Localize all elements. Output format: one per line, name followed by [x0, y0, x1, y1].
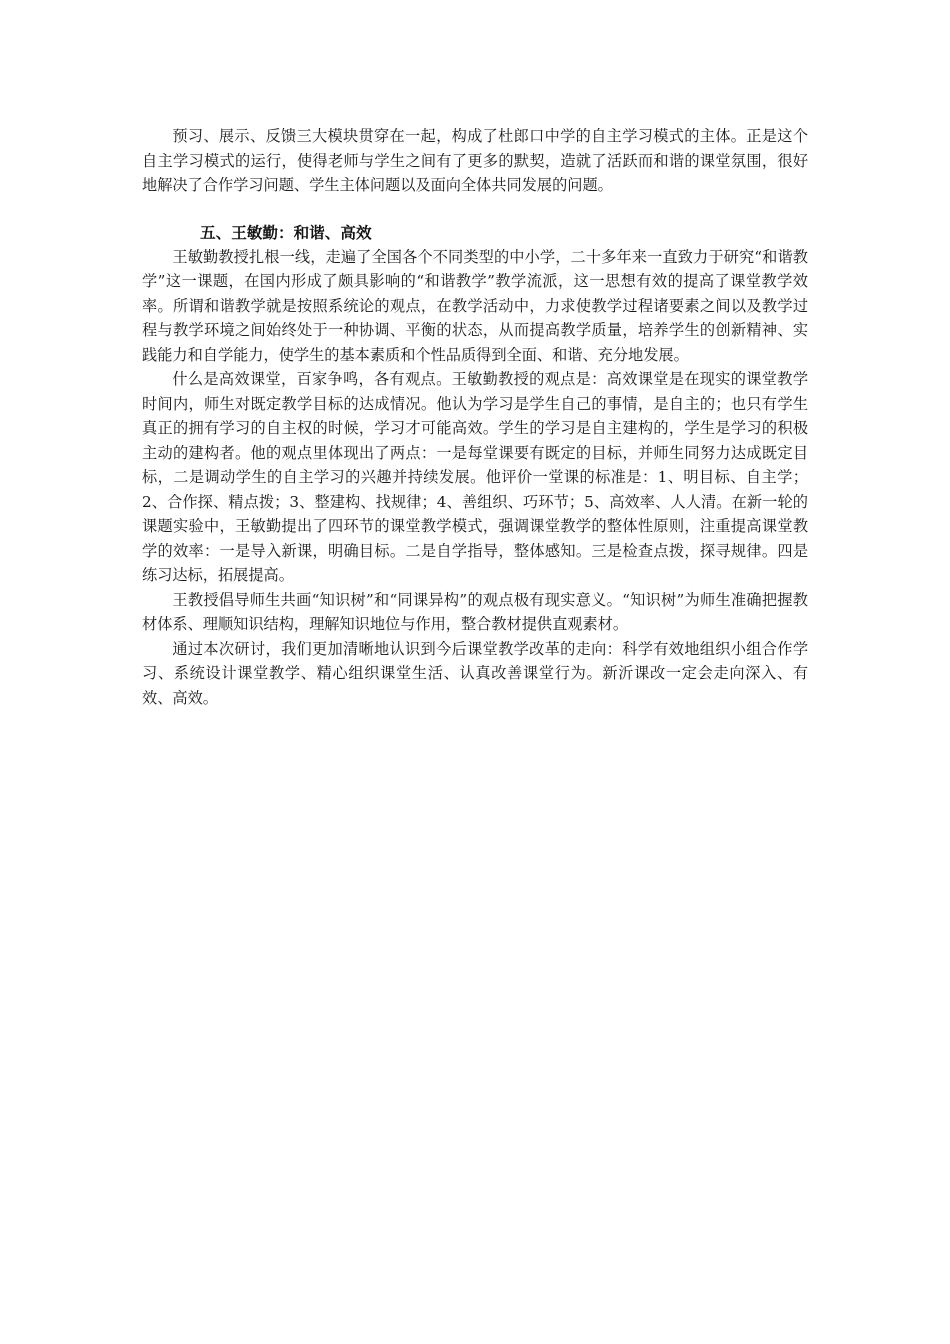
- paragraph-harmonious-teaching: 王敏勤教授扎根一线，走遍了全国各个不同类型的中小学，二十多年来一直致力于研究“和谐教学”这一课题，在国内形成了颇具影响的“和谐教学”教学流派，这一思想有效的提高了课堂教学效率。所谓和谐教学就是按照系统论的观点，在教学活动中，力求使教学过程诸要素之间以及教学过程与教学环境之间始终处于一种协调、平衡的状态，从而提高教学质量，培养学生的创新精神、实践能力和自学能力，使学生的基本素质和个性品质得到全面、和谐、充分地发展。: [142, 247, 808, 364]
- intro-paragraph: 预习、展示、反馈三大模块贯穿在一起，构成了杜郎口中学的自主学习模式的主体。正是这个自主学习模式的运行，使得老师与学生之间有了更多的默契，造就了活跃而和谐的课堂氛围，很好地解决了合作学习问题、学生主体问题以及面向全体共同发展的问题。: [142, 127, 808, 194]
- section-heading: 五、王敏勤：和谐、高效: [200, 222, 372, 242]
- paragraph-efficient-classroom: 什么是高效课堂，百家争鸣，各有观点。王敏勤教授的观点是：高效课堂是在现实的课堂教学时间内，师生对既定教学目标的达成情况。他认为学习是学生自己的事情，是自主的；也只有学生真正的拥有学习的自主权的时候，学习才可能高效。学生的学习是自主建构的，学生是学习的积极主动的建构者。他的观点里体现出了两点：一是每堂课要有既定的目标，并师生同努力达成既定目标，二是调动学生的自主学习的兴趣并持续发展。他评价一堂课的标准是：1、明目标、自主学；2、合作探、精点拨；3、整建构、找规律；4、善组织、巧环节；5、高效率、人人清。在新一轮的课题实验中，王敏勤提出了四环节的课堂教学模式，强调课堂教学的整体性原则，注重提高课堂教学的效率：一是导入新课，明确目标。二是自学指导，整体感知。三是检查点拨，探寻规律。四是练习达标，拓展提高。: [142, 370, 808, 584]
- paragraph-knowledge-tree: 王教授倡导师生共画“知识树”和“同课异构”的观点极有现实意义。“知识树”为师生准确把握教材体系、理顺知识结构，理解知识地位与作用，整合教材提供直观素材。: [142, 590, 808, 633]
- document-body: [142, 124, 808, 710]
- paragraph-conclusion: 通过本次研讨，我们更加清晰地认识到今后课堂教学改革的走向：科学有效地组织小组合作学习、系统设计课堂教学、精心组织课堂生活、认真改善课堂行为。新沂课改一定会走向深入、有效、高效。: [142, 639, 808, 707]
